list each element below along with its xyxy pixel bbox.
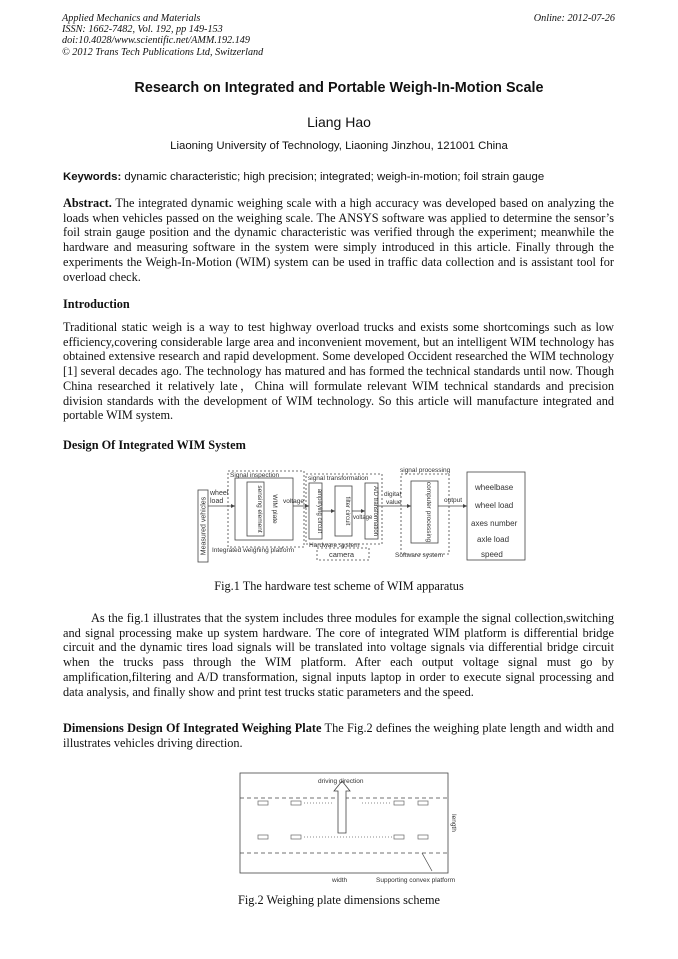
- fig2-plate-diagram: [236, 771, 468, 889]
- support-pointer: [422, 853, 432, 871]
- computer-processing-box: [411, 481, 438, 543]
- value-label: value: [386, 499, 402, 506]
- length-label: length: [450, 814, 457, 832]
- affiliation: Liaoning University of Technology, Liaoning Jinzhou, 121001 China: [170, 140, 508, 152]
- author-name: Liang Hao: [307, 114, 371, 130]
- camera-label: camera: [329, 550, 355, 559]
- support-label: Supporting convex platform: [376, 877, 456, 884]
- signal-transformation-label: signal transformation: [308, 475, 369, 482]
- filter-circuit-label: filter circuit: [344, 496, 350, 526]
- voltage-label: voltage: [283, 498, 304, 505]
- computer-processing-label: computer processing: [425, 481, 432, 543]
- intro-text: Traditional static weigh is a way to test highway overload trucks and exists some shortcomings such as low efficiency,covering considerable large area and inconvenient movement, but an intelligent WIM technology has obtained extensive research and rapid development. Some developed Occident researched the WIM technology [1] several decades ago. The technology has matured and has formed the technical standards until now. Though China researched it relatively late，China will formulate relevant WIM technical standards and precision division standards with the development of WIM technology. So this article will manufacture integrated and portable WIM system.: [63, 320, 614, 423]
- design-heading: Design Of Integrated WIM System: [63, 438, 246, 452]
- abstract-text: The integrated dynamic weighing scale with a high accuracy was developed based on analyzing the loads when vehicles passed on the weighing scale. The ANSYS software was applied to determine the sensor’s foil strain gauge position and the dynamic characteristic was verified through the experiment; meanwhile the hardware and measuring software in the system were simply introduced in this article. Finally through the experiments the Weigh-In-Motion (WIM) system can be used in traffic data collection and is assistant tool for overload check.: [63, 196, 614, 284]
- issn-line: ISSN: 1662-7482, Vol. 192, pp 149-153: [62, 24, 223, 36]
- intro-paragraph: [63, 320, 614, 423]
- software-system-label: Software system: [395, 552, 444, 559]
- voltage2-label: voltage: [353, 515, 373, 521]
- running-header: [62, 13, 263, 58]
- dims-text: The Fig.2 defines the weighing plate length and width and illustrates vehicles driving direction.: [63, 721, 614, 750]
- copyright-line: © 2012 Trans Tech Publications Ltd, Switzerland: [62, 46, 264, 58]
- signal-processing-group: [401, 474, 449, 554]
- measured-vehicles-label: Measured vehicles: [200, 496, 208, 556]
- output-wheelbase: wheelbase: [475, 483, 514, 492]
- keywords-text: dynamic characteristic; high precision; integrated; weigh-in-motion; foil strain gauge: [121, 171, 545, 183]
- sensing-element-label: sensing element: [256, 485, 263, 533]
- keywords-label: Keywords:: [63, 171, 122, 183]
- load-label: load: [210, 498, 224, 505]
- body-paragraph-2: [63, 611, 614, 699]
- fig1-hardware-diagram: [195, 466, 535, 570]
- output-wheel-load: wheel load: [475, 501, 514, 510]
- online-date: Online: 2012-07-26: [533, 13, 615, 24]
- amplifying-circuit-label: amplifying circuit: [316, 488, 322, 534]
- dims-heading: Dimensions Design Of Integrated Weighing Plate: [63, 721, 322, 735]
- dims-paragraph: [63, 721, 614, 750]
- body2-text: As the fig.1 illustrates that the system includes three modules for example the signal collection,switching and signal processing make up system hardware. The core of integrated WIM platform is differential bridge circuit and the dynamic tires load signals will be translated into voltage signals via differential bridge circuit when the trucks pass through the WIM platform. After each output voltage signal must go by amplification,filtering and A/D transformation, signal inputs laptop in order to execute signal processing and data analysis, and finally show and print test trucks static parameters and the speed.: [63, 611, 614, 699]
- width-label: width: [332, 877, 348, 884]
- output-label: output: [444, 497, 463, 504]
- wim-plate-label: WIM plate: [271, 494, 278, 524]
- doi-line: doi:10.4028/www.scientific.net/AMM.192.149: [62, 35, 250, 47]
- integrated-platform-label: Integrated weighing platform: [212, 547, 295, 554]
- signal-processing-label: signal processing: [400, 467, 451, 474]
- signal-inspection-label: Signal inspection: [230, 472, 280, 479]
- keywords: [63, 171, 544, 183]
- output-axes-number: axes number: [471, 519, 518, 528]
- paper-title: Research on Integrated and Portable Weigh-In-Motion Scale: [134, 80, 544, 96]
- ad-transformation-label: A/D transformation: [372, 485, 378, 537]
- journal-name: Applied Mechanics and Materials: [62, 13, 201, 24]
- driving-direction-label: driving direction: [318, 778, 364, 785]
- abstract-label: Abstract.: [63, 196, 112, 210]
- intro-heading: Introduction: [63, 297, 130, 311]
- driving-direction-arrow: [334, 781, 350, 833]
- fig2-caption: Fig.2 Weighing plate dimensions scheme: [238, 893, 440, 907]
- output-speed: speed: [481, 550, 503, 559]
- digital-label: digital: [384, 491, 401, 498]
- hardware-system-label: Hardware system: [309, 542, 360, 549]
- abstract: [63, 196, 614, 284]
- output-axle-load: axle load: [477, 535, 510, 544]
- fig1-caption: Fig.1 The hardware test scheme of WIM apparatus: [214, 579, 464, 593]
- wheel-label: wheel: [210, 490, 229, 497]
